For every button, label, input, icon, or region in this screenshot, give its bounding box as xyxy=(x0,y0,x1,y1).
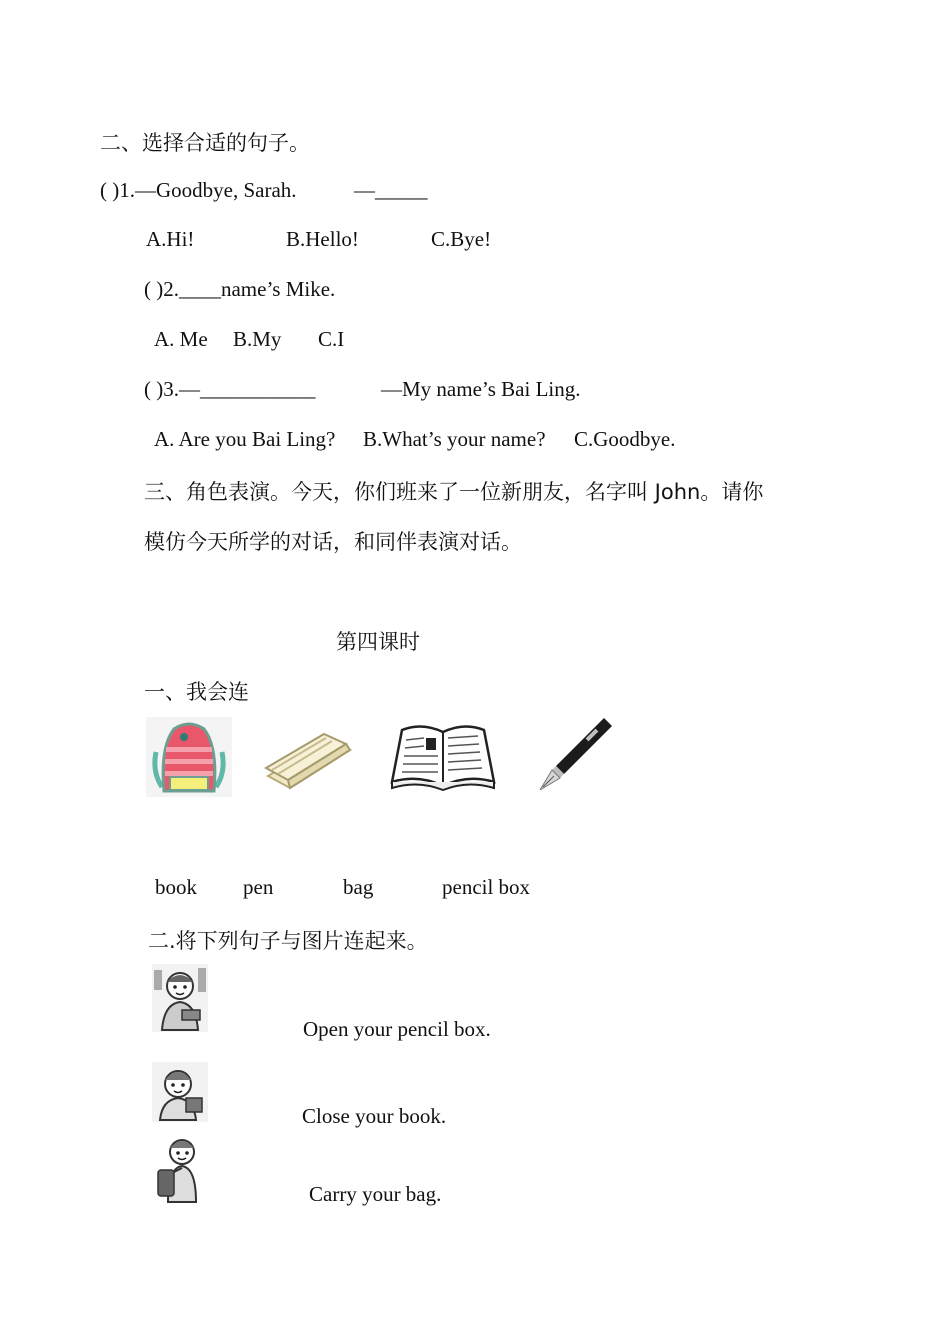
word-bag: bag xyxy=(343,875,374,899)
sentence-carry-bag: Carry your bag. xyxy=(309,1182,442,1206)
sentence-close-book: Close your book. xyxy=(302,1104,447,1128)
question-2-option-c: C.I xyxy=(318,327,345,351)
question-1-option-a: A.Hi! xyxy=(146,227,195,251)
word-book: book xyxy=(155,875,197,899)
section3-line-2: 模仿今天所学的对话，和同伴表演对话。 xyxy=(144,530,522,554)
child-open-pencil-box-picture xyxy=(152,964,208,1032)
child-carry-bag-picture xyxy=(156,1136,206,1204)
section2-heading: 二、选择合适的句子。 xyxy=(100,131,310,155)
lesson4-part2-heading: 二.将下列句子与图片连起来。 xyxy=(148,929,428,953)
book-picture xyxy=(390,720,496,792)
bag-picture xyxy=(146,717,232,797)
question-1-prompt: ( )1.—Goodbye, Sarah. xyxy=(100,178,297,202)
sentence-open-pencil-box: Open your pencil box. xyxy=(303,1017,491,1041)
question-3-option-c: C.Goodbye. xyxy=(574,427,676,451)
word-pencil-box: pencil box xyxy=(442,875,531,899)
question-3-prompt: ( )3.—___________ xyxy=(144,377,316,401)
pen-picture xyxy=(534,712,616,794)
question-3-option-a: A. Are you Bai Ling? xyxy=(154,427,336,451)
question-3-answer: —My name’s Bai Ling. xyxy=(381,377,581,401)
lesson4-title: 第四课时 xyxy=(336,630,420,654)
question-3-option-b: B.What’s your name? xyxy=(363,427,546,451)
question-1-answer-blank: —_____ xyxy=(354,178,428,202)
question-2-option-a: A. Me xyxy=(154,327,208,351)
question-1-option-b: B.Hello! xyxy=(286,227,359,251)
child-close-book-picture xyxy=(152,1062,208,1122)
pencil-box-picture xyxy=(262,728,354,798)
question-2-option-b: B.My xyxy=(233,327,282,351)
question-1-option-c: C.Bye! xyxy=(431,227,492,251)
section3-line-1: 三、角色表演。今天，你们班来了一位新朋友，名字叫 John。请你 xyxy=(144,480,764,504)
question-2-prompt: ( )2.____name’s Mike. xyxy=(144,277,336,301)
lesson4-part1-heading: 一、我会连 xyxy=(144,680,249,704)
word-pen: pen xyxy=(243,875,274,899)
